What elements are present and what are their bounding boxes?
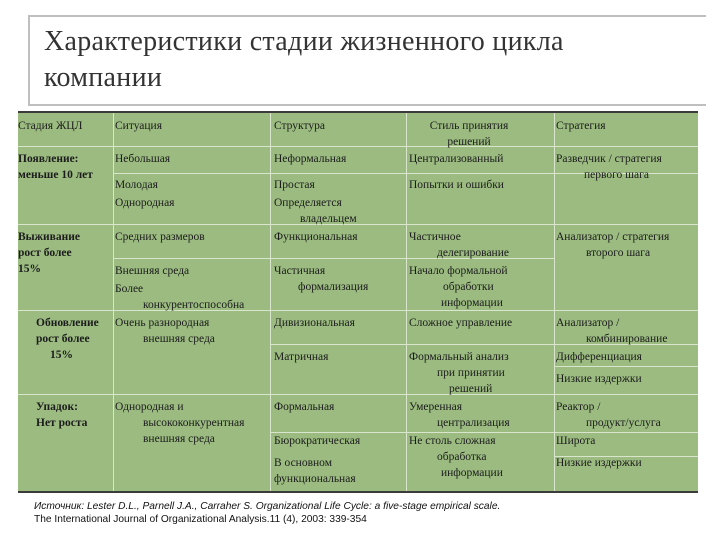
source-citation-line-1: Источник: Lester D.L., Parnell J.A., Carraher S. Organizational Life Cycle: a five-stage empirical scale. [34,501,501,512]
situation-cell: конкурентоспособна [143,299,245,311]
strategy-cell: продукт/услуга [586,417,661,429]
situation-cell: Средних размеров [115,231,205,243]
situation-cell: высококонкурентная [143,417,245,429]
style-cell: Не столь сложная [409,435,496,447]
grid-line [113,113,114,491]
situation-cell: Однородная [115,197,175,209]
stage-renewal-growth: рост более [36,333,90,345]
strategy-cell: Низкие издержки [556,373,642,385]
style-cell: при принятии [437,367,505,379]
structure-cell: Формальная [274,401,335,413]
structure-cell: Матричная [274,351,329,363]
header-decision-style-line-1: Стиль принятия [429,120,509,132]
header-structure: Структура [274,120,325,132]
grid-line [554,113,555,491]
situation-cell: внешняя среда [143,333,215,345]
structure-cell: Частичная [274,265,326,277]
grid-line [270,113,271,491]
structure-cell: формализация [298,281,369,293]
header-stage: Стадия ЖЦЛ [18,120,83,132]
situation-cell: Внешняя среда [115,265,190,277]
situation-cell: Очень разнородная [115,317,210,329]
grid-line [18,394,698,395]
strategy-cell: Анализатор / стратегия [556,231,670,243]
structure-cell: Неформальная [274,153,347,165]
lifecycle-table [18,111,698,493]
stage-emergence-age: меньше 10 лет [18,169,93,181]
header-strategy: Стратегия [556,120,606,132]
stage-renewal-label: Обновление [36,317,99,329]
stage-decline-growth: Нет роста [36,417,88,429]
structure-cell: Дивизиональная [274,317,355,329]
stage-survival-label: Выживание [18,231,80,243]
header-situation: Ситуация [115,120,162,132]
style-cell: Частичное [409,231,461,243]
header-decision-style [406,118,532,150]
strategy-cell: комбинирование [586,333,668,345]
style-cell: информации [441,297,503,309]
grid-line [406,113,407,491]
page-title [44,24,684,96]
style-cell: Централизованный [409,153,504,165]
structure-cell: функциональная [274,473,356,485]
strategy-cell: первого шага [584,169,649,181]
structure-cell: Бюрократическая [274,435,361,447]
strategy-cell: Реактор / [556,401,601,413]
page-title-line-1: Характеристики стадии жизненного цикла [44,26,564,57]
strategy-cell: Дифференциация [556,351,642,363]
style-cell: информации [441,467,503,479]
page-title-line-2: компании [44,62,163,93]
grid-line [18,146,698,147]
header-decision-style-line-2: решений [447,136,491,148]
grid-line [554,366,698,367]
strategy-cell: Низкие издержки [556,457,642,469]
situation-cell: Небольшая [115,153,171,165]
style-cell: Попытки и ошибки [409,179,504,191]
stage-emergence-label: Появление: [18,153,79,165]
style-cell: Начало формальной [409,265,508,277]
strategy-cell: Разведчик / стратегия [556,153,662,165]
source-citation-line-2: The International Journal of Organizational Analysis.11 (4), 2003: 339-354 [34,514,367,525]
style-cell: Формальный анализ [409,351,509,363]
situation-cell: Более [115,283,144,295]
style-cell: централизация [437,417,510,429]
frame-title-underline [28,104,706,106]
situation-cell: Молодая [115,179,158,191]
structure-cell: Простая [274,179,315,191]
style-cell: делегирование [437,247,509,259]
grid-line [18,310,698,311]
situation-cell: внешняя среда [143,433,215,445]
structure-cell: Определяется [274,197,342,209]
style-cell: Умеренная [409,401,463,413]
style-cell: решений [449,383,493,395]
grid-line [18,224,698,225]
style-cell: обработки [443,281,494,293]
stage-survival-percent: 15% [18,263,41,275]
stage-decline-label: Упадок: [36,401,78,413]
situation-cell: Однородная и [115,401,184,413]
style-cell: обработка [437,451,487,463]
strategy-cell: второго шага [586,247,651,259]
strategy-cell: Анализатор / [556,317,620,329]
structure-cell: владельцем [300,213,357,225]
style-cell: Сложное управление [409,317,513,329]
structure-cell: В основном [274,457,332,469]
frame-top-line [28,15,706,17]
frame-left-line [28,15,30,106]
stage-survival-growth: рост более [18,247,72,259]
stage-renewal-percent: 15% [50,349,73,361]
strategy-cell: Широта [556,435,596,447]
structure-cell: Функциональная [274,231,358,243]
source-citation [34,500,694,526]
